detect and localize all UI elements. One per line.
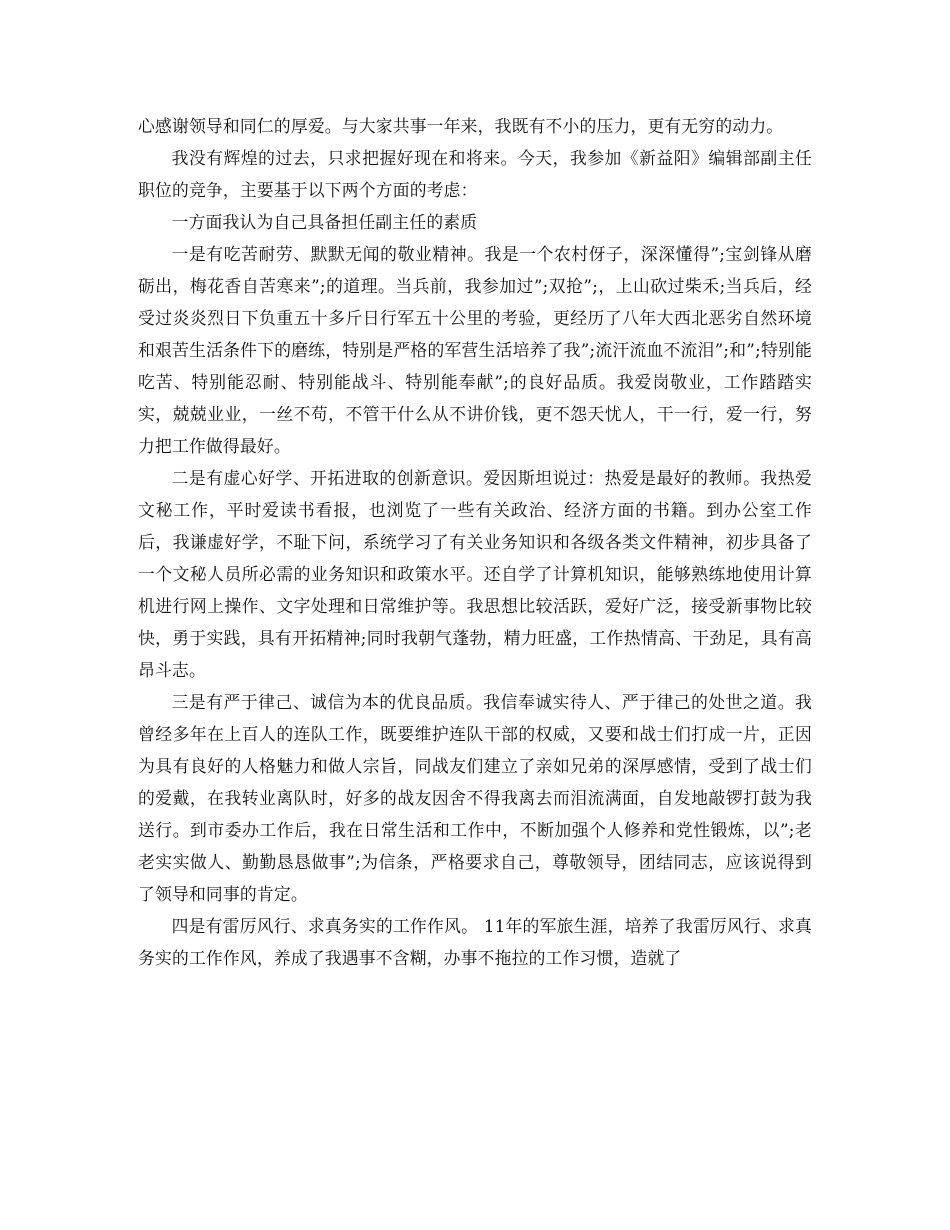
paragraph-7: 四是有雷厉风行、求真务实的工作作风。 11年的军旅生涯，培养了我雷厉风行、求真务实的工作作风，养成了我遇事不含糊，办事不拖拉的工作习惯，造就了 (138, 916, 812, 968)
paragraph-3: 一方面我认为自己具备担任副主任的素质 (171, 212, 478, 232)
paragraph-4: 一是有吃苦耐劳、默默无闻的敬业精神。我是一个农村伢子，深深懂得”;宝剑锋从磨砺出，梅花香自苦寒来”;的道理。当兵前，我参加过”;双抢”;，上山砍过柴禾;当兵后，经受过炎炎烈日下负重五十多斤日行军五十公里的考验，更经历了八年大西北恶劣自然环境和艰苦生活条件下的磨练，特别是严格的军营生活培养了我”;流汗流血不流泪”;和”;特别能吃苦、特别能忍耐、特别能战斗、特别能奉献”;的良好品质。我爱岗敬业，工作踏踏实实，兢兢业业，一丝不苟，不管干什么从不讲价钱，更不怨天忧人，干一行，爱一行，努力把工作做得最好。 (138, 244, 812, 456)
paragraph-2: 我没有辉煌的过去，只求把握好现在和将来。今天，我参加《新益阳》编辑部副主任职位的竞争，主要基于以下两个方面的考虑： (138, 148, 812, 200)
document-body (138, 110, 812, 974)
paragraph-5: 二是有虚心好学、开拓进取的创新意识。爱因斯坦说过：热爱是最好的教师。我热爱文秘工作，平时爱读书看报，也浏览了一些有关政治、经济方面的书籍。到办公室工作后，我谦虚好学，不耻下问，系统学习了有关业务知识和各级各类文件精神，初步具备了一个文秘人员所必需的业务知识和政策水平。还自学了计算机知识，能够熟练地使用计算机进行网上操作、文字处理和日常维护等。我思想比较活跃，爱好广泛，接受新事物比较快，勇于实践，具有开拓精神;同时我朝气蓬勃，精力旺盛，工作热情高、干劲足，具有高昂斗志。 (138, 468, 812, 680)
paragraph-1: 心感谢领导和同仁的厚爱。与大家共事一年来，我既有不小的压力，更有无穷的动力。 (138, 116, 784, 136)
paragraph-6: 三是有严于律己、诚信为本的优良品质。我信奉诚实待人、严于律己的处世之道。我曾经多年在上百人的连队工作，既要维护连队干部的权威，又要和战士们打成一片，正因为具有良好的人格魅力和做人宗旨，同战友们建立了亲如兄弟的深厚感情，受到了战士们的爱戴，在我转业离队时，好多的战友因舍不得我离去而泪流满面，自发地敲锣打鼓为我送行。到市委办工作后，我在日常生活和工作中，不断加强个人修养和党性锻炼，以”;老老实实做人、勤勤恳恳做事”;为信条，严格要求自己，尊敬领导，团结同志，应该说得到了领导和同事的肯定。 (138, 692, 812, 904)
